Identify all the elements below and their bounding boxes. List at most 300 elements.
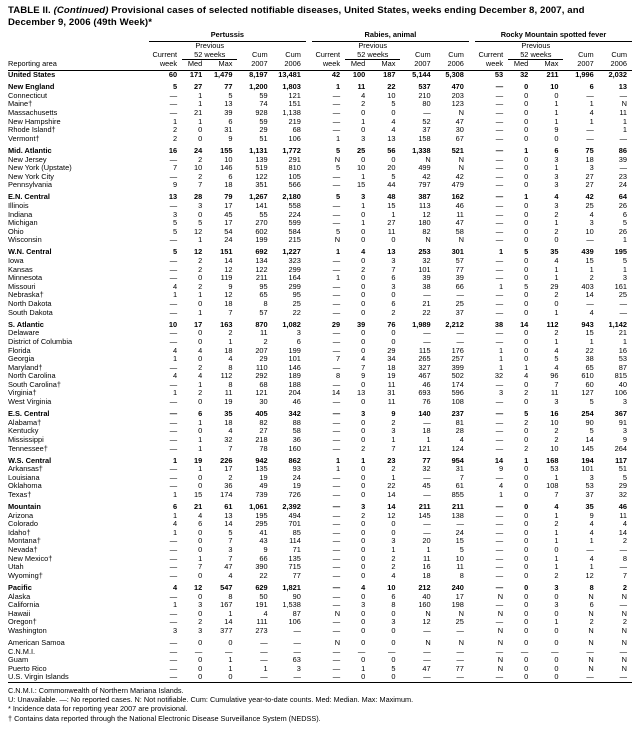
value-cell: — xyxy=(332,553,341,563)
row-label: Guam xyxy=(8,656,29,665)
value-cell: — xyxy=(332,672,341,682)
value-cell: 27 xyxy=(194,82,203,92)
value-cell: 2 xyxy=(622,582,627,592)
value-cell: N xyxy=(458,235,464,245)
row-label: Tennessee† xyxy=(8,444,48,453)
value-cell: 0 xyxy=(524,154,529,164)
row-label: Washington xyxy=(8,626,47,635)
value-cell: 77 xyxy=(455,663,464,673)
row-label: Colorado xyxy=(8,520,38,529)
value-cell: N xyxy=(497,663,504,673)
value-cell: 0 xyxy=(524,336,529,346)
value-cell: — xyxy=(619,90,627,100)
value-cell: 10 xyxy=(585,226,594,236)
value-cell: 0 xyxy=(524,235,529,245)
value-cell: 24 xyxy=(618,180,627,190)
value-cell: 390 xyxy=(255,562,268,572)
value-cell: 467 xyxy=(418,371,431,381)
value-cell: 65 xyxy=(585,362,594,372)
value-cell: 1 xyxy=(589,99,594,109)
value-cell: 1 xyxy=(554,273,559,283)
value-cell: — xyxy=(332,582,341,592)
value-cell: 187 xyxy=(383,70,396,80)
value-cell: 11 xyxy=(619,108,627,118)
value-cell: 77 xyxy=(224,82,233,92)
value-cell: 0 xyxy=(198,591,203,601)
value-cell: 17 xyxy=(224,464,233,474)
value-cell: 0 xyxy=(554,638,559,647)
value-cell: 5 xyxy=(524,281,529,291)
table-row xyxy=(8,398,632,407)
value-cell: 167 xyxy=(220,600,233,610)
value-cell: 10 xyxy=(550,417,559,427)
value-cell: 155 xyxy=(220,145,233,155)
value-cell: — xyxy=(495,600,504,610)
value-cell: 38 xyxy=(422,281,431,291)
value-cell: 188 xyxy=(288,379,301,389)
value-cell: 53 xyxy=(494,70,504,80)
table-row xyxy=(8,164,632,173)
value-cell: 1 xyxy=(198,553,203,563)
value-cell: 1 xyxy=(198,464,203,474)
value-cell: 265 xyxy=(418,354,431,364)
row-label: Maine† xyxy=(8,100,33,109)
value-cell: 77 xyxy=(455,264,464,274)
value-cell: 45 xyxy=(224,209,233,219)
value-cell: 5 xyxy=(335,145,341,155)
value-cell: 39 xyxy=(224,108,233,118)
value-cell: — xyxy=(169,646,178,656)
value-cell: 16 xyxy=(550,409,559,419)
value-cell: 32 xyxy=(494,371,504,381)
value-cell: 22 xyxy=(387,82,396,92)
value-cell: 54 xyxy=(224,226,233,236)
table-title-prefix: TABLE II. xyxy=(8,5,54,16)
value-cell: 4 xyxy=(589,519,594,529)
value-cell: 10 xyxy=(224,154,233,164)
value-cell: 0 xyxy=(524,379,529,389)
value-cell: 0 xyxy=(524,273,529,283)
table-row xyxy=(8,283,632,292)
col-group-rabies: Rabies, animal xyxy=(312,31,469,41)
value-cell: 1 xyxy=(335,247,341,257)
value-cell: — xyxy=(423,108,431,118)
value-cell: — xyxy=(586,235,594,245)
value-cell: 1 xyxy=(554,527,559,537)
value-cell: 0 xyxy=(361,345,366,355)
header-current: Current xyxy=(315,50,341,60)
value-cell: — xyxy=(332,328,341,338)
value-cell: — xyxy=(495,328,504,338)
value-cell: 5 xyxy=(554,354,559,364)
value-cell: 8 xyxy=(589,582,594,592)
row-label: Alaska xyxy=(8,592,31,601)
value-cell: 0 xyxy=(361,108,366,118)
value-cell: 42 xyxy=(422,171,431,181)
value-cell: 22 xyxy=(422,307,431,317)
value-cell: 0 xyxy=(524,655,529,665)
value-cell: 151 xyxy=(288,99,301,109)
row-label: North Carolina xyxy=(8,372,56,381)
value-cell: — xyxy=(169,171,178,181)
value-cell: 0 xyxy=(361,154,366,164)
table-row xyxy=(8,610,632,619)
value-cell: 1 xyxy=(622,125,627,135)
value-cell: — xyxy=(332,527,341,537)
value-cell: — xyxy=(495,171,504,181)
value-cell: 0 xyxy=(524,201,529,210)
value-cell: 194 xyxy=(581,455,594,465)
value-cell: 1 xyxy=(524,145,529,155)
value-cell: 29 xyxy=(550,281,559,291)
value-cell: 0 xyxy=(524,345,529,355)
value-cell: 1 xyxy=(554,264,559,274)
value-cell: 1 xyxy=(172,290,178,300)
table-row xyxy=(8,71,632,80)
value-cell: 71 xyxy=(292,545,301,555)
value-cell: 19 xyxy=(194,455,203,465)
value-cell: 77 xyxy=(422,455,431,465)
value-cell: 0 xyxy=(554,672,559,682)
value-cell: — xyxy=(456,328,464,338)
row-label: Texas† xyxy=(8,491,32,499)
row-label: Illinois xyxy=(8,202,29,210)
value-cell: 15 xyxy=(357,180,366,190)
value-cell: — xyxy=(495,125,504,135)
table-row xyxy=(8,257,632,266)
value-cell: N xyxy=(588,663,594,673)
value-cell: 257 xyxy=(451,354,464,364)
value-cell: — xyxy=(495,545,504,555)
value-cell: 403 xyxy=(581,281,594,291)
value-cell: 4 xyxy=(554,345,559,355)
value-cell: 6 xyxy=(554,145,559,155)
value-cell: 1 xyxy=(499,281,504,291)
value-cell: 0 xyxy=(524,99,529,109)
value-cell: 10 xyxy=(387,582,396,592)
value-cell: — xyxy=(332,562,341,572)
value-cell: — xyxy=(495,570,504,580)
value-cell: 4 xyxy=(228,354,233,364)
header-2007: 2007 xyxy=(563,60,598,71)
value-cell: 66 xyxy=(455,281,464,291)
value-cell: 1 xyxy=(172,490,178,499)
value-cell: 12 xyxy=(422,209,431,219)
value-cell: 39 xyxy=(422,273,431,283)
value-cell: — xyxy=(332,90,341,100)
value-cell: 0 xyxy=(198,397,203,407)
value-cell: 1 xyxy=(524,455,529,465)
value-cell: — xyxy=(169,264,178,274)
value-cell: 0 xyxy=(361,379,366,389)
table-title-continued: (Continued) xyxy=(53,5,109,16)
value-cell: 1 xyxy=(228,608,233,618)
value-cell: 1 xyxy=(589,536,594,546)
value-cell: 7 xyxy=(228,307,233,317)
value-cell: 2 xyxy=(172,133,178,143)
value-cell: 57 xyxy=(259,307,268,317)
value-cell: 85 xyxy=(292,527,301,537)
value-cell: 2 xyxy=(361,510,366,520)
value-cell: — xyxy=(551,646,559,656)
value-cell: 4 xyxy=(554,362,559,372)
value-cell: — xyxy=(423,527,431,537)
value-cell: 1 xyxy=(361,663,366,673)
value-cell: 66 xyxy=(259,553,268,563)
value-cell: 8 xyxy=(459,570,464,580)
value-cell: 0 xyxy=(524,481,529,491)
notifiable-diseases-table xyxy=(8,31,632,683)
row-label: South Carolina† xyxy=(8,380,62,389)
value-cell: — xyxy=(357,646,366,656)
value-cell: 7 xyxy=(391,443,396,453)
value-cell: 0 xyxy=(361,209,366,219)
table-row xyxy=(8,135,632,144)
value-cell: 1 xyxy=(361,201,366,210)
value-cell: 40 xyxy=(618,379,627,389)
value-cell: — xyxy=(495,397,504,407)
value-cell: 0 xyxy=(524,226,529,236)
value-cell: 1 xyxy=(622,264,627,274)
value-cell: 0 xyxy=(391,336,396,346)
value-cell: 68 xyxy=(259,379,268,389)
header-previous: Previous xyxy=(358,40,388,50)
value-cell: — xyxy=(520,646,529,656)
value-cell: 1 xyxy=(361,171,366,181)
value-cell: 9 xyxy=(361,371,366,381)
value-cell: 494 xyxy=(288,510,301,520)
value-cell: 31 xyxy=(387,388,396,398)
value-cell: 5 xyxy=(391,663,396,673)
value-cell: 0 xyxy=(391,290,396,300)
value-cell: 123 xyxy=(451,99,464,109)
value-cell: — xyxy=(332,336,341,346)
value-cell: 0 xyxy=(524,307,529,317)
value-cell: 715 xyxy=(288,562,301,572)
value-cell: 3 xyxy=(391,617,396,627)
value-cell: 0 xyxy=(554,133,559,143)
value-cell: 21 xyxy=(194,108,203,118)
value-cell: 0 xyxy=(524,472,529,482)
value-cell: — xyxy=(456,646,464,656)
value-cell: 4 xyxy=(391,116,396,126)
row-label: New York (Upstate) xyxy=(8,164,72,173)
value-cell: 106 xyxy=(288,133,301,143)
table-row xyxy=(8,202,632,211)
value-cell: — xyxy=(169,591,178,601)
header-52weeks: 52 weeks xyxy=(182,51,237,60)
value-cell: 1 xyxy=(361,218,366,228)
value-cell: 32 xyxy=(422,464,431,474)
value-cell: 1,772 xyxy=(282,145,301,155)
value-cell: 1 xyxy=(499,345,504,355)
value-cell: 2 xyxy=(172,125,178,135)
value-cell: 1 xyxy=(554,163,559,173)
table-row xyxy=(8,537,632,546)
footnote-cnmi: C.N.M.I.: Commonwealth of Northern Mariana Islands. xyxy=(8,685,184,695)
table-row xyxy=(8,364,632,373)
value-cell: 0 xyxy=(554,655,559,665)
value-cell: 739 xyxy=(255,490,268,499)
value-cell: — xyxy=(495,336,504,346)
value-cell: 95 xyxy=(259,281,268,291)
value-cell: — xyxy=(169,409,178,419)
row-label: Louisiana xyxy=(8,473,40,482)
value-cell: 2 xyxy=(622,536,627,546)
value-cell: 5 xyxy=(172,226,178,236)
value-cell: 3 xyxy=(622,397,627,407)
value-cell: 1 xyxy=(622,235,627,245)
row-label: California xyxy=(8,601,40,610)
table-row xyxy=(8,300,632,309)
value-cell: 8 xyxy=(228,591,233,601)
row-label: Ohio xyxy=(8,227,24,236)
value-cell: 12 xyxy=(585,570,594,580)
table-row xyxy=(8,563,632,572)
value-cell: — xyxy=(495,116,504,126)
value-cell: 301 xyxy=(451,247,464,257)
value-cell: 67 xyxy=(455,133,464,143)
value-cell: 299 xyxy=(288,264,301,274)
value-cell: 0 xyxy=(361,426,366,436)
value-cell: 63 xyxy=(292,655,301,665)
value-cell: 2 xyxy=(524,388,529,398)
value-cell: — xyxy=(332,345,341,355)
value-cell: 942 xyxy=(255,455,268,465)
table-row xyxy=(8,309,632,318)
value-cell: — xyxy=(495,82,504,92)
table-title-text: Provisional cases of selected notifiable diseases, United States, weeks ending December 8, 2007, and December 9, 2006 (49th Week)* xyxy=(8,5,585,28)
value-cell: N xyxy=(588,638,594,647)
value-cell: 0 xyxy=(361,290,366,300)
value-cell: — xyxy=(586,125,594,135)
value-cell: 15 xyxy=(387,201,396,210)
value-cell: 79 xyxy=(224,192,233,202)
table-row xyxy=(8,648,632,657)
header-2006: 2006 xyxy=(436,60,469,71)
value-cell: 0 xyxy=(198,608,203,618)
value-cell: 14 xyxy=(224,617,233,627)
value-cell: — xyxy=(169,379,178,389)
value-cell: 30 xyxy=(259,397,268,407)
value-cell: 0 xyxy=(361,617,366,627)
row-label: Iowa xyxy=(8,257,24,266)
value-cell: 6 xyxy=(296,336,301,346)
row-label: South Dakota xyxy=(8,308,53,317)
row-label: Montana† xyxy=(8,537,41,546)
table-row xyxy=(8,156,632,165)
value-cell: — xyxy=(169,273,178,283)
value-cell: 29 xyxy=(331,319,341,329)
value-cell: 53 xyxy=(585,481,594,491)
value-cell: 0 xyxy=(524,490,529,499)
table-row xyxy=(8,118,632,127)
row-label: Missouri xyxy=(8,282,36,291)
value-cell: — xyxy=(495,527,504,537)
value-cell: 7 xyxy=(554,379,559,389)
value-cell: 224 xyxy=(288,209,301,219)
value-cell: 7 xyxy=(228,443,233,453)
value-cell: — xyxy=(456,290,464,300)
value-cell: 14 xyxy=(585,434,594,444)
value-cell: 2 xyxy=(589,617,594,627)
value-cell: 1 xyxy=(499,490,504,499)
value-cell: 0 xyxy=(361,527,366,537)
value-cell: — xyxy=(495,510,504,520)
value-cell: 39 xyxy=(455,273,464,283)
value-cell: — xyxy=(619,307,627,317)
value-cell: — xyxy=(169,663,178,673)
value-cell: 2 xyxy=(554,519,559,529)
row-label: Wisconsin xyxy=(8,236,42,245)
value-cell: 10 xyxy=(357,163,366,173)
row-label: Idaho† xyxy=(8,528,31,537)
value-cell: 11 xyxy=(259,328,268,338)
value-cell: 2 xyxy=(263,336,268,346)
row-label: Georgia xyxy=(8,355,35,364)
value-cell: 7 xyxy=(198,180,203,190)
value-cell: 0 xyxy=(524,617,529,627)
value-cell: 6 xyxy=(622,209,627,219)
value-cell: 0 xyxy=(524,264,529,274)
value-cell: 199 xyxy=(255,235,268,245)
value-cell: 8 xyxy=(391,600,396,610)
value-cell: 0 xyxy=(524,180,529,190)
value-cell: — xyxy=(456,519,464,529)
value-cell: 2 xyxy=(198,264,203,274)
value-cell: 3 xyxy=(622,273,627,283)
value-cell: 60 xyxy=(168,70,178,80)
value-cell: — xyxy=(332,201,341,210)
value-cell: 1 xyxy=(499,362,504,372)
value-cell: 0 xyxy=(391,108,396,118)
value-cell: 1,821 xyxy=(282,582,301,592)
value-cell: 4 xyxy=(499,481,504,491)
value-cell: 1,803 xyxy=(282,82,301,92)
table-title xyxy=(8,5,632,28)
value-cell: 41 xyxy=(259,527,268,537)
value-cell: 0 xyxy=(361,570,366,580)
value-cell: — xyxy=(332,426,341,436)
value-cell: — xyxy=(332,290,341,300)
table-row xyxy=(8,291,632,300)
header-med: Med xyxy=(182,60,207,71)
value-cell: 943 xyxy=(581,319,594,329)
value-cell: — xyxy=(332,663,341,673)
value-cell: 3 xyxy=(361,133,366,143)
value-cell: 31 xyxy=(455,464,464,474)
table-row xyxy=(8,109,632,118)
value-cell: 726 xyxy=(288,490,301,499)
value-cell: 4 xyxy=(172,519,178,529)
value-cell: — xyxy=(619,672,627,682)
value-cell: 14 xyxy=(224,519,233,529)
value-cell: 2 xyxy=(622,617,627,627)
value-cell: — xyxy=(495,218,504,228)
value-cell: — xyxy=(169,655,178,665)
value-cell: 537 xyxy=(418,82,431,92)
value-cell: 112 xyxy=(220,371,233,381)
value-cell: 327 xyxy=(418,362,431,372)
value-cell: N xyxy=(497,638,504,647)
value-cell: — xyxy=(619,600,627,610)
header-max: Max xyxy=(370,60,400,71)
table-row xyxy=(8,512,632,521)
value-cell: 139 xyxy=(255,154,268,164)
value-cell: — xyxy=(293,638,301,647)
value-cell: 870 xyxy=(255,319,268,329)
value-cell: 11 xyxy=(224,388,233,398)
